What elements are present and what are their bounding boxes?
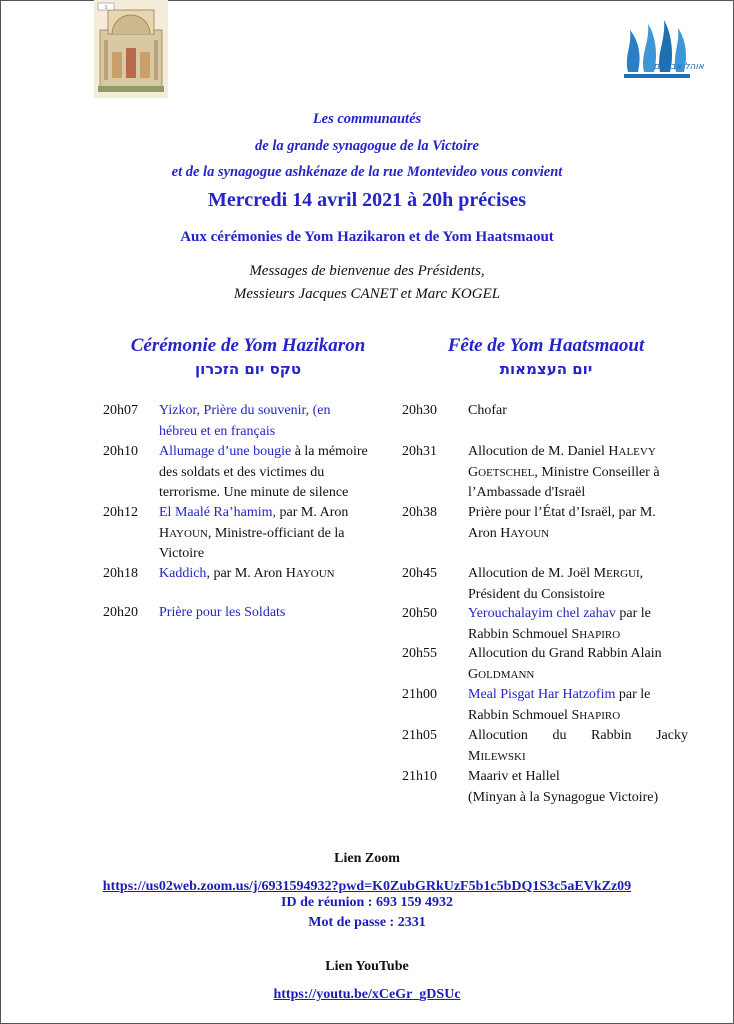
program-text: terrorisme. Une minute de silence <box>159 485 349 500</box>
program-time: 20h45 <box>402 566 437 581</box>
program-time: 21h05 <box>402 728 437 743</box>
program-text: Maariv et Hallel <box>468 769 560 784</box>
program-time: 20h38 <box>402 505 437 520</box>
program-title: Kaddich <box>159 566 207 581</box>
program-text: H <box>500 525 511 541</box>
program-text: , <box>639 566 644 581</box>
program-title: Allumage d’une bougie <box>159 444 292 459</box>
header-line-3: et de la synagogue ashkénaze de la rue Montevideo vous convient <box>171 164 563 180</box>
synagogue-illustration <box>94 0 168 98</box>
header-line-1: Les communautés <box>312 111 422 127</box>
program-text: H <box>608 444 619 459</box>
program-title: El Maalé Ra’hamim, <box>159 505 277 520</box>
left-column-hebrew: טקס יום הזכרון <box>194 360 302 378</box>
zoom-link[interactable]: https://us02web.zoom.us/j/6931594932?pwd=K0ZubGRkUzF5b1c5bDQ1S3c5aEVkZz09 <box>102 879 632 894</box>
program-text: S <box>571 626 580 642</box>
program-time: 21h10 <box>402 769 437 784</box>
program-title: Yerouchalayim chel zahav <box>468 606 616 621</box>
program-text: (en <box>309 403 331 418</box>
program-title: Yizkor, Prière du souvenir, <box>159 403 310 418</box>
program-text: l’Ambassade d'Israël <box>468 485 586 500</box>
program-text: Prière pour l’État d’Israël, par M. <box>468 505 656 520</box>
event-subtitle: Aux cérémonies de Yom Hazikaron et de Yom Haatsmaout <box>180 229 554 245</box>
program-text: M <box>468 748 481 764</box>
program-text: AYOUN <box>169 527 208 540</box>
program-text: (Minyan à la Synagogue Victoire) <box>468 789 659 805</box>
program-text: Président du Consistoire <box>468 586 605 602</box>
program-title: Prière pour les Soldats <box>159 605 286 620</box>
welcome-line-2: Messieurs Jacques CANET et Marc KOGEL <box>233 286 501 302</box>
program-text: , Ministre-officiant de la <box>207 525 345 541</box>
program-text: Rabbin Schmouel <box>468 707 572 723</box>
program-text: OETSCHEL <box>478 466 535 479</box>
program-text: Rabbin <box>591 728 632 743</box>
program-text: Jacky <box>656 728 688 743</box>
program-text: H <box>159 525 170 541</box>
zoom-password: Mot de passe : 2331 <box>308 915 426 930</box>
program-time: 20h50 <box>402 606 437 621</box>
program-time: 20h10 <box>103 444 138 459</box>
program-text: HAPIRO <box>579 628 621 641</box>
program-time: 20h31 <box>402 444 437 459</box>
program-text: AYOUN <box>510 527 550 540</box>
youtube-label: Lien YouTube <box>325 959 409 974</box>
program-time: 20h55 <box>402 646 437 661</box>
program-text: OLDMANN <box>478 668 535 681</box>
program-time: 20h12 <box>103 505 138 520</box>
program-text: S <box>571 707 580 723</box>
ohel-avraham-logo <box>618 16 702 88</box>
program-text: G <box>468 666 479 682</box>
right-column-title: Fête de Yom Haatsmaout <box>447 335 645 356</box>
logo-right-text: אוהל אברהם <box>653 62 704 72</box>
program-text: AYOUN <box>295 568 335 580</box>
program-text: G <box>468 464 479 480</box>
program-text: par le <box>615 606 651 621</box>
program-title: Meal Pisgat Har Hatzofim <box>468 687 616 702</box>
program-text: Rabbin Schmouel <box>468 626 572 642</box>
program-text: Allocution de M. Joël <box>468 566 594 581</box>
program-text: Allocution du Grand Rabbin Alain <box>468 646 662 661</box>
event-date: Mercredi 14 avril 2021 à 20h précises <box>207 189 527 211</box>
program-text: Chofar <box>468 403 507 418</box>
zoom-label: Lien Zoom <box>334 851 400 866</box>
program-text: Allocution de M. Daniel <box>468 444 609 459</box>
program-text: Aron <box>468 525 501 541</box>
program-text: ERGUI <box>606 568 640 580</box>
program-text: par le <box>615 687 651 702</box>
right-column-hebrew: יום העצמאות <box>499 360 593 378</box>
header-line-2: de la grande synagogue de la Victoire <box>255 138 479 154</box>
program-text: M <box>593 566 607 581</box>
program-text: par M. Aron <box>276 505 349 520</box>
zoom-meeting-id: ID de réunion : 693 159 4932 <box>281 895 453 910</box>
youtube-link[interactable]: https://youtu.be/xCeGr_gDSUc <box>273 987 461 1002</box>
program-text: Victoire <box>159 546 205 561</box>
program-time: 21h00 <box>402 687 437 702</box>
program-text: Allocution <box>468 728 528 743</box>
left-column-title: Cérémonie de Yom Hazikaron <box>130 335 366 356</box>
program-time: 20h07 <box>103 403 138 418</box>
program-text: du <box>552 728 567 743</box>
program-text: , Ministre Conseiller à <box>534 464 660 480</box>
program-text: H <box>285 566 296 581</box>
welcome-line-1: Messages de bienvenue des Présidents, <box>249 263 485 279</box>
program-text: HAPIRO <box>579 709 621 722</box>
program-time: 20h18 <box>103 566 138 581</box>
program-text: ILEWSKI <box>480 750 526 763</box>
program-text: hébreu et en français <box>159 423 276 439</box>
program-text: ALEVY <box>618 446 656 458</box>
program-time: 20h30 <box>402 403 437 418</box>
logo-left-label: 1 <box>104 5 108 11</box>
program-time: 20h20 <box>103 605 138 620</box>
program-text: à la mémoire <box>291 444 368 459</box>
program-text: des soldats et des victimes du <box>159 464 325 480</box>
program-text: , par M. Aron <box>206 566 286 581</box>
